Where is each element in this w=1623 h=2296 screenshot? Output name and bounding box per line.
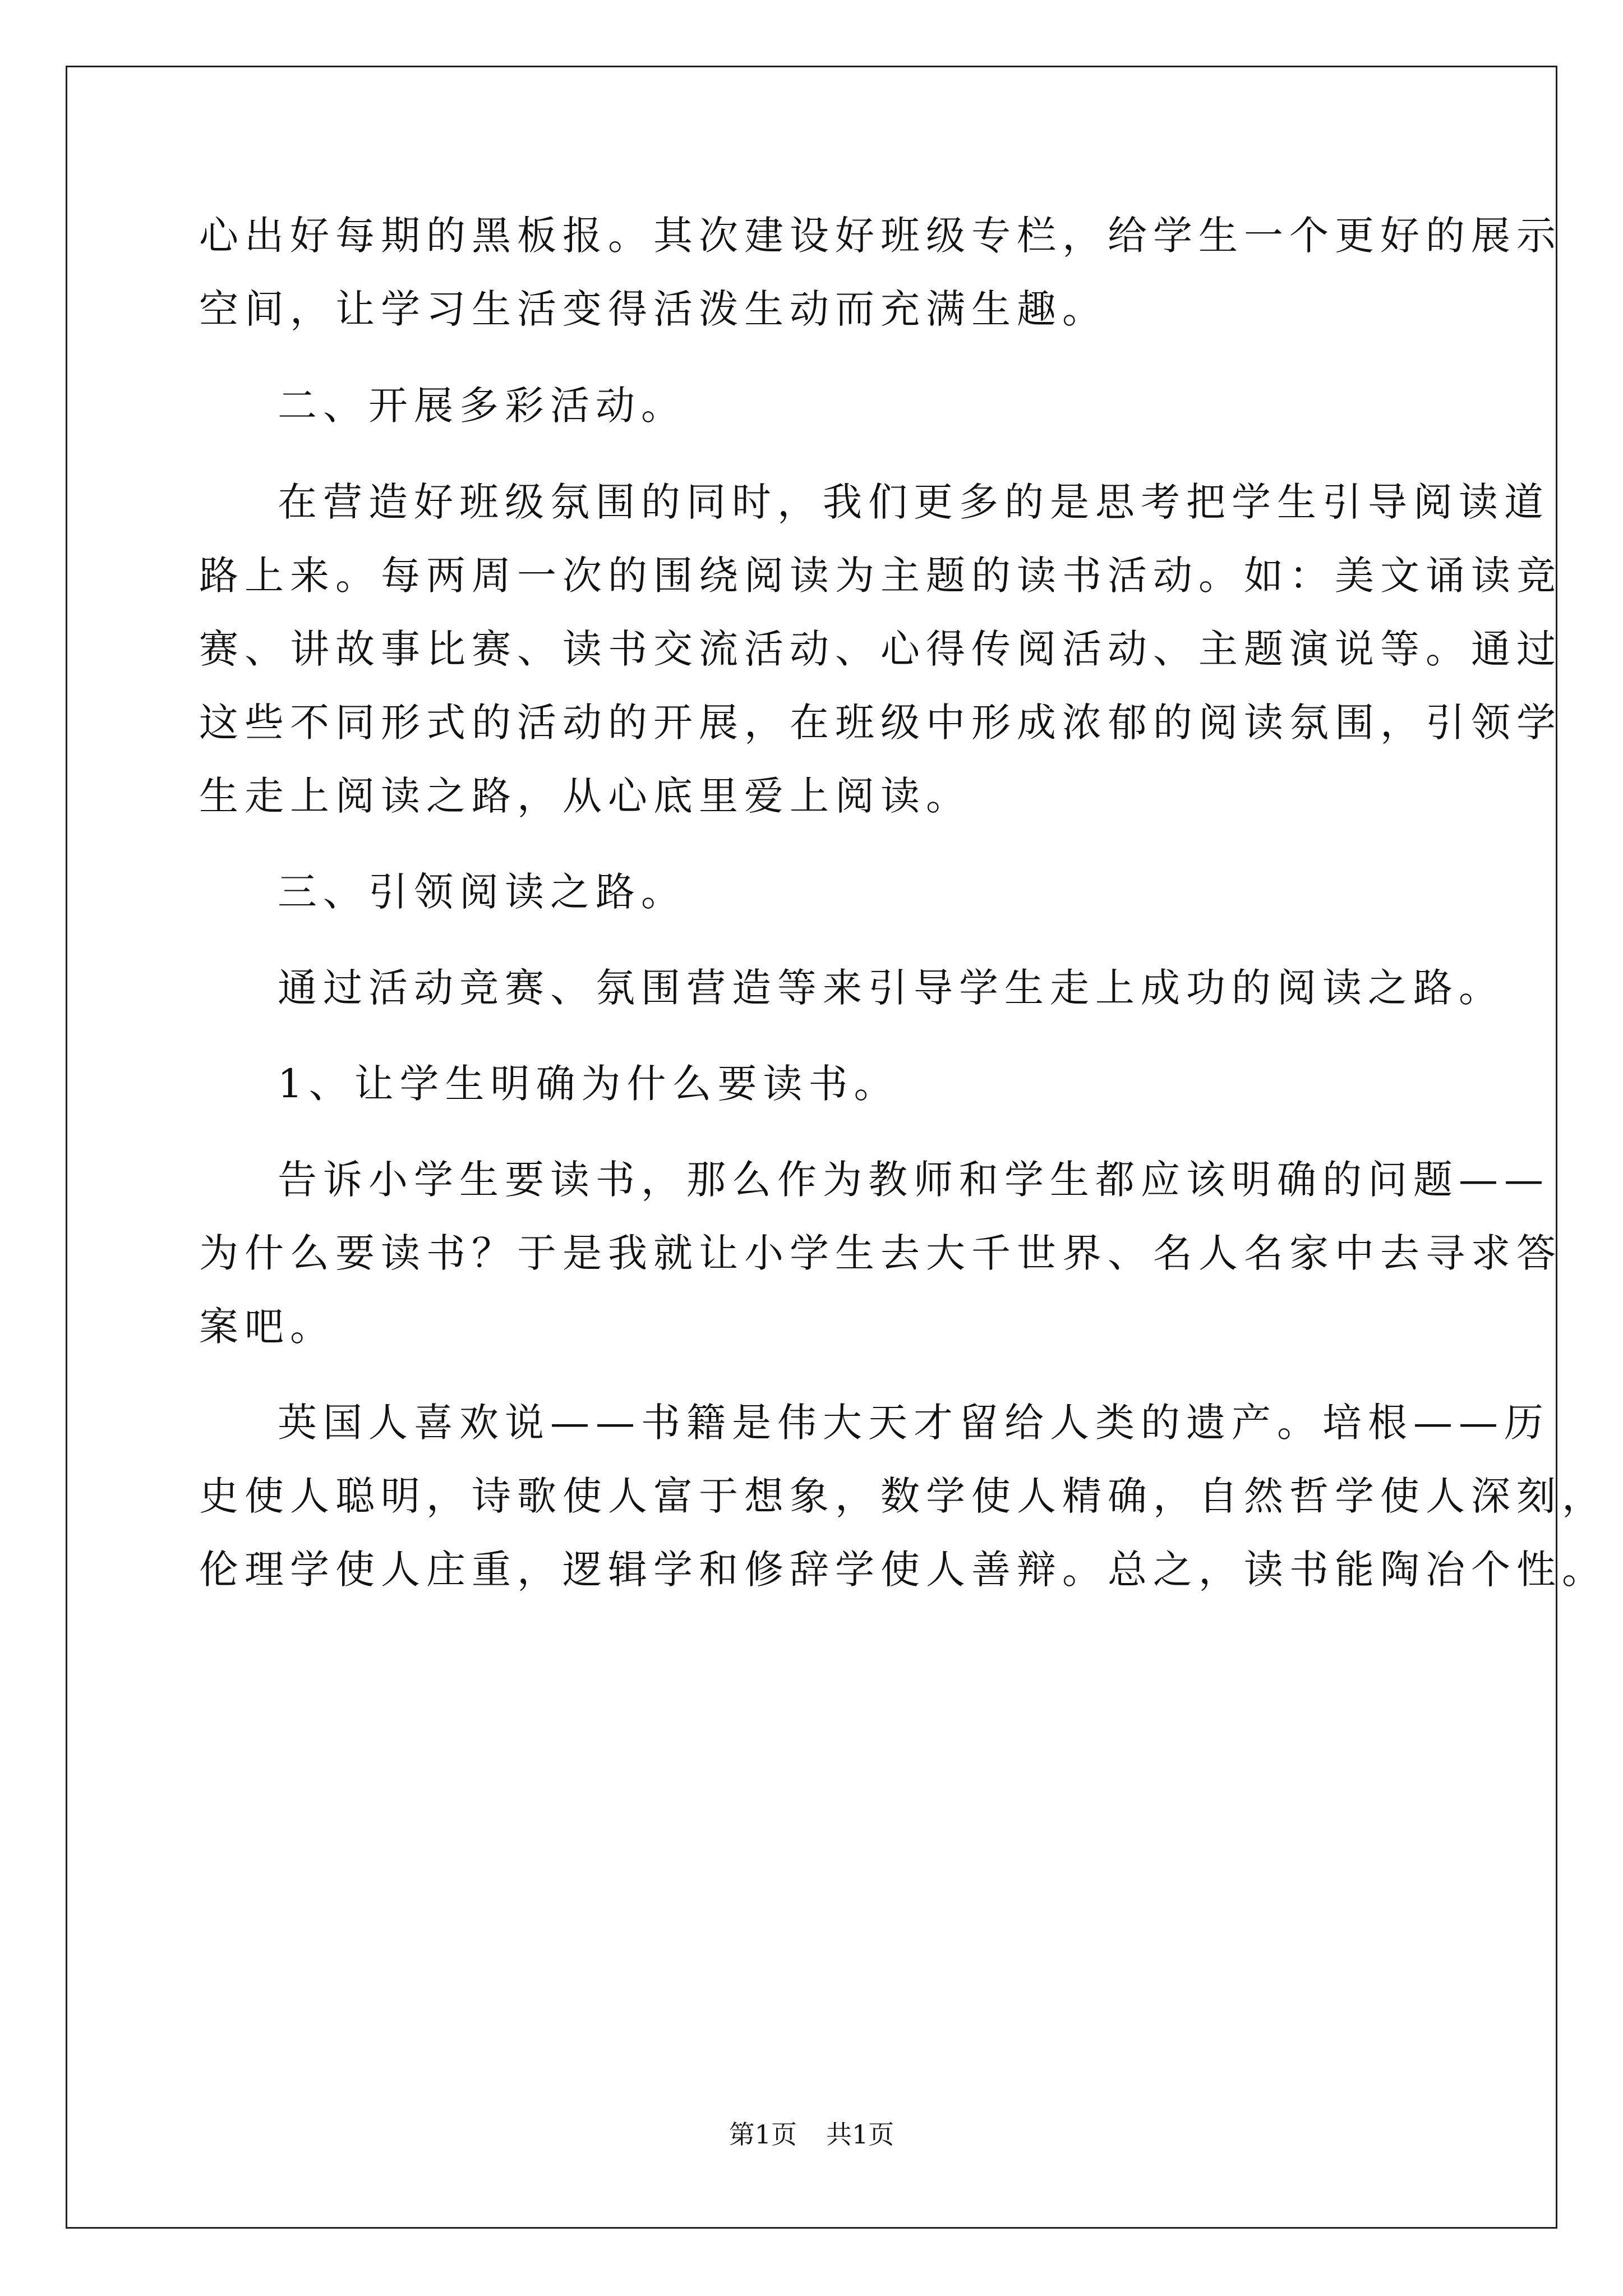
text-line-10: 通过活动竞赛、氛围营造等来引导学生走上成功的阅读之路。 [278,965,1504,1011]
text-line-6: 赛、讲故事比赛、读书交流活动、心得传阅活动、主题演说等。通过 [199,626,1562,672]
text-line-8: 生走上阅读之路，从心底里爱上阅读。 [199,773,971,819]
text-line-7: 这些不同形式的活动的开展，在班级中形成浓郁的阅读氛围，引领学 [199,700,1562,746]
page-total: 共1页 [826,2119,895,2150]
section-heading-2: 二、开展多彩活动。 [278,383,686,429]
text-line-16: 史使人聪明，诗歌使人富于想象，数学使人精确，自然哲学使人深刻， [199,1473,1607,1519]
text-line-4: 在营造好班级氛围的同时，我们更多的是思考把学生引导阅读道 [278,479,1550,525]
text-line-17: 伦理学使人庄重，逻辑学和修辞学使人善辩。总之，读书能陶冶个性。 [199,1547,1607,1593]
section-heading-3: 三、引领阅读之路。 [278,869,686,915]
text-line-15: 英国人喜欢说——书籍是伟大天才留给人类的遗产。培根——历 [278,1400,1550,1446]
text-line-2: 空间，让学习生活变得活泼生动而充满生趣。 [199,286,1108,332]
page-number: 第1页 [728,2119,797,2150]
page-footer [0,2118,1623,2151]
subsection-heading-1: 1、让学生明确为什么要读书。 [278,1061,900,1107]
text-line-14: 案吧。 [199,1304,335,1350]
text-line-1: 心出好每期的黑板报。其次建设好班级专栏，给学生一个更好的展示 [199,213,1562,259]
text-line-12: 告诉小学生要读书，那么作为教师和学生都应该明确的问题—— [278,1157,1550,1203]
text-line-5: 路上来。每两周一次的围绕阅读为主题的读书活动。如：美文诵读竞 [199,553,1562,599]
text-line-13: 为什么要读书？于是我就让小学生去大千世界、名人名家中去寻求答 [199,1230,1562,1276]
